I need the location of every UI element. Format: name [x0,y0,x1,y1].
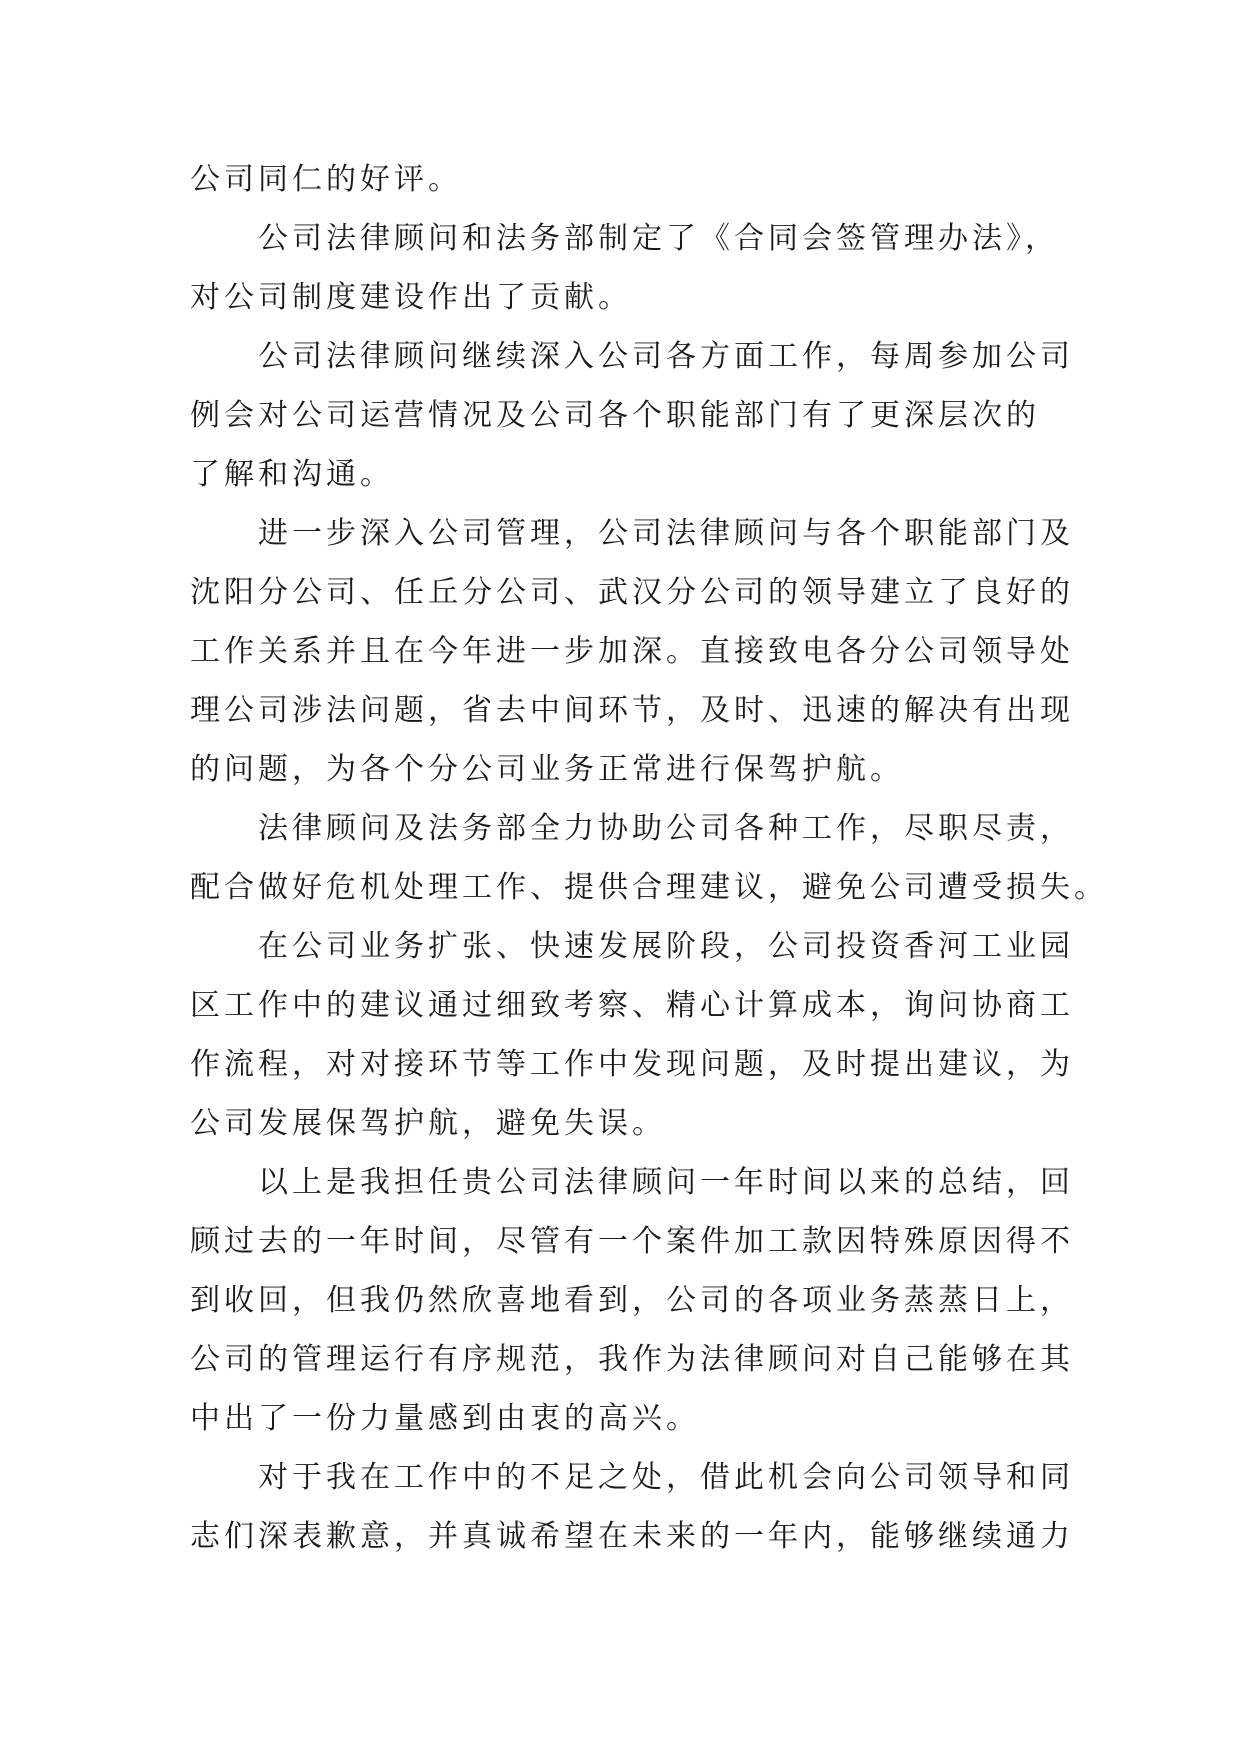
text-line: 公司同仁的好评。 [190,162,462,197]
text-line: 到收回，但我仍然欣喜地看到，公司的各项业务蒸蒸日上， [190,1283,1074,1318]
text-line: 法律顾问及法务部全力协助公司各种工作，尽职尽责， [258,811,1074,846]
text-line: 沈阳分公司、任丘分公司、武汉分公司的领导建立了良好的 [190,575,1074,610]
text-line: 区工作中的建议通过细致考察、精心计算成本，询问协商工 [190,988,1074,1023]
text-line: 例会对公司运营情况及公司各个职能部门有了更深层次的 [190,398,1040,433]
paragraph-branch-relations [190,504,1074,799]
document-body [190,150,1108,1566]
text-line: 志们深表歉意，并真诚希望在未来的一年内，能够继续通力 [190,1519,1074,1554]
text-line: 公司法律顾问和法务部制定了《合同会签管理办法》， [258,221,1059,256]
text-line: 公司发展保驾护航，避免失误。 [190,1106,666,1141]
text-line: 进一步深入公司管理，公司法律顾问与各个职能部门及 [258,516,1074,551]
text-line: 作流程，对对接环节等工作中发现问题，及时提出建议，为 [190,1047,1074,1082]
paragraph-continuation [190,150,1060,209]
text-line: 顾过去的一年时间，尽管有一个案件加工款因特殊原因得不 [190,1224,1074,1259]
text-line: 在公司业务扩张、快速发展阶段，公司投资香河工业园 [258,929,1074,964]
text-line: 对公司制度建设作出了贡献。 [190,280,632,315]
paragraph-weekly-meetings [190,327,1074,504]
text-line: 对于我在工作中的不足之处，借此机会向公司领导和同 [258,1460,1074,1495]
text-line: 工作关系并且在今年进一步加深。直接致电各分公司领导处 [190,634,1074,669]
text-line: 公司法律顾问继续深入公司各方面工作，每周参加公司 [258,339,1074,374]
paragraph-apology [190,1448,1074,1566]
text-line: 以上是我担任贵公司法律顾问一年时间以来的总结，回 [258,1165,1074,1200]
paragraph-industrial-park [190,917,1074,1153]
text-line: 理公司涉法问题，省去中间环节，及时、迅速的解决有出现 [190,693,1074,728]
text-line: 公司的管理运行有序规范，我作为法律顾问对自己能够在其 [190,1342,1074,1377]
paragraph-summary [190,1153,1074,1448]
text-line: 的问题，为各个分公司业务正常进行保驾护航。 [190,752,904,787]
text-line: 中出了一份力量感到由衷的高兴。 [190,1401,700,1436]
text-line: 了解和沟通。 [190,457,394,492]
text-line: 配合做好危机处理工作、提供合理建议，避免公司遭受损失。 [190,870,1108,905]
paragraph-contract-rules [190,209,1060,327]
paragraph-crisis-handling [190,799,1108,917]
